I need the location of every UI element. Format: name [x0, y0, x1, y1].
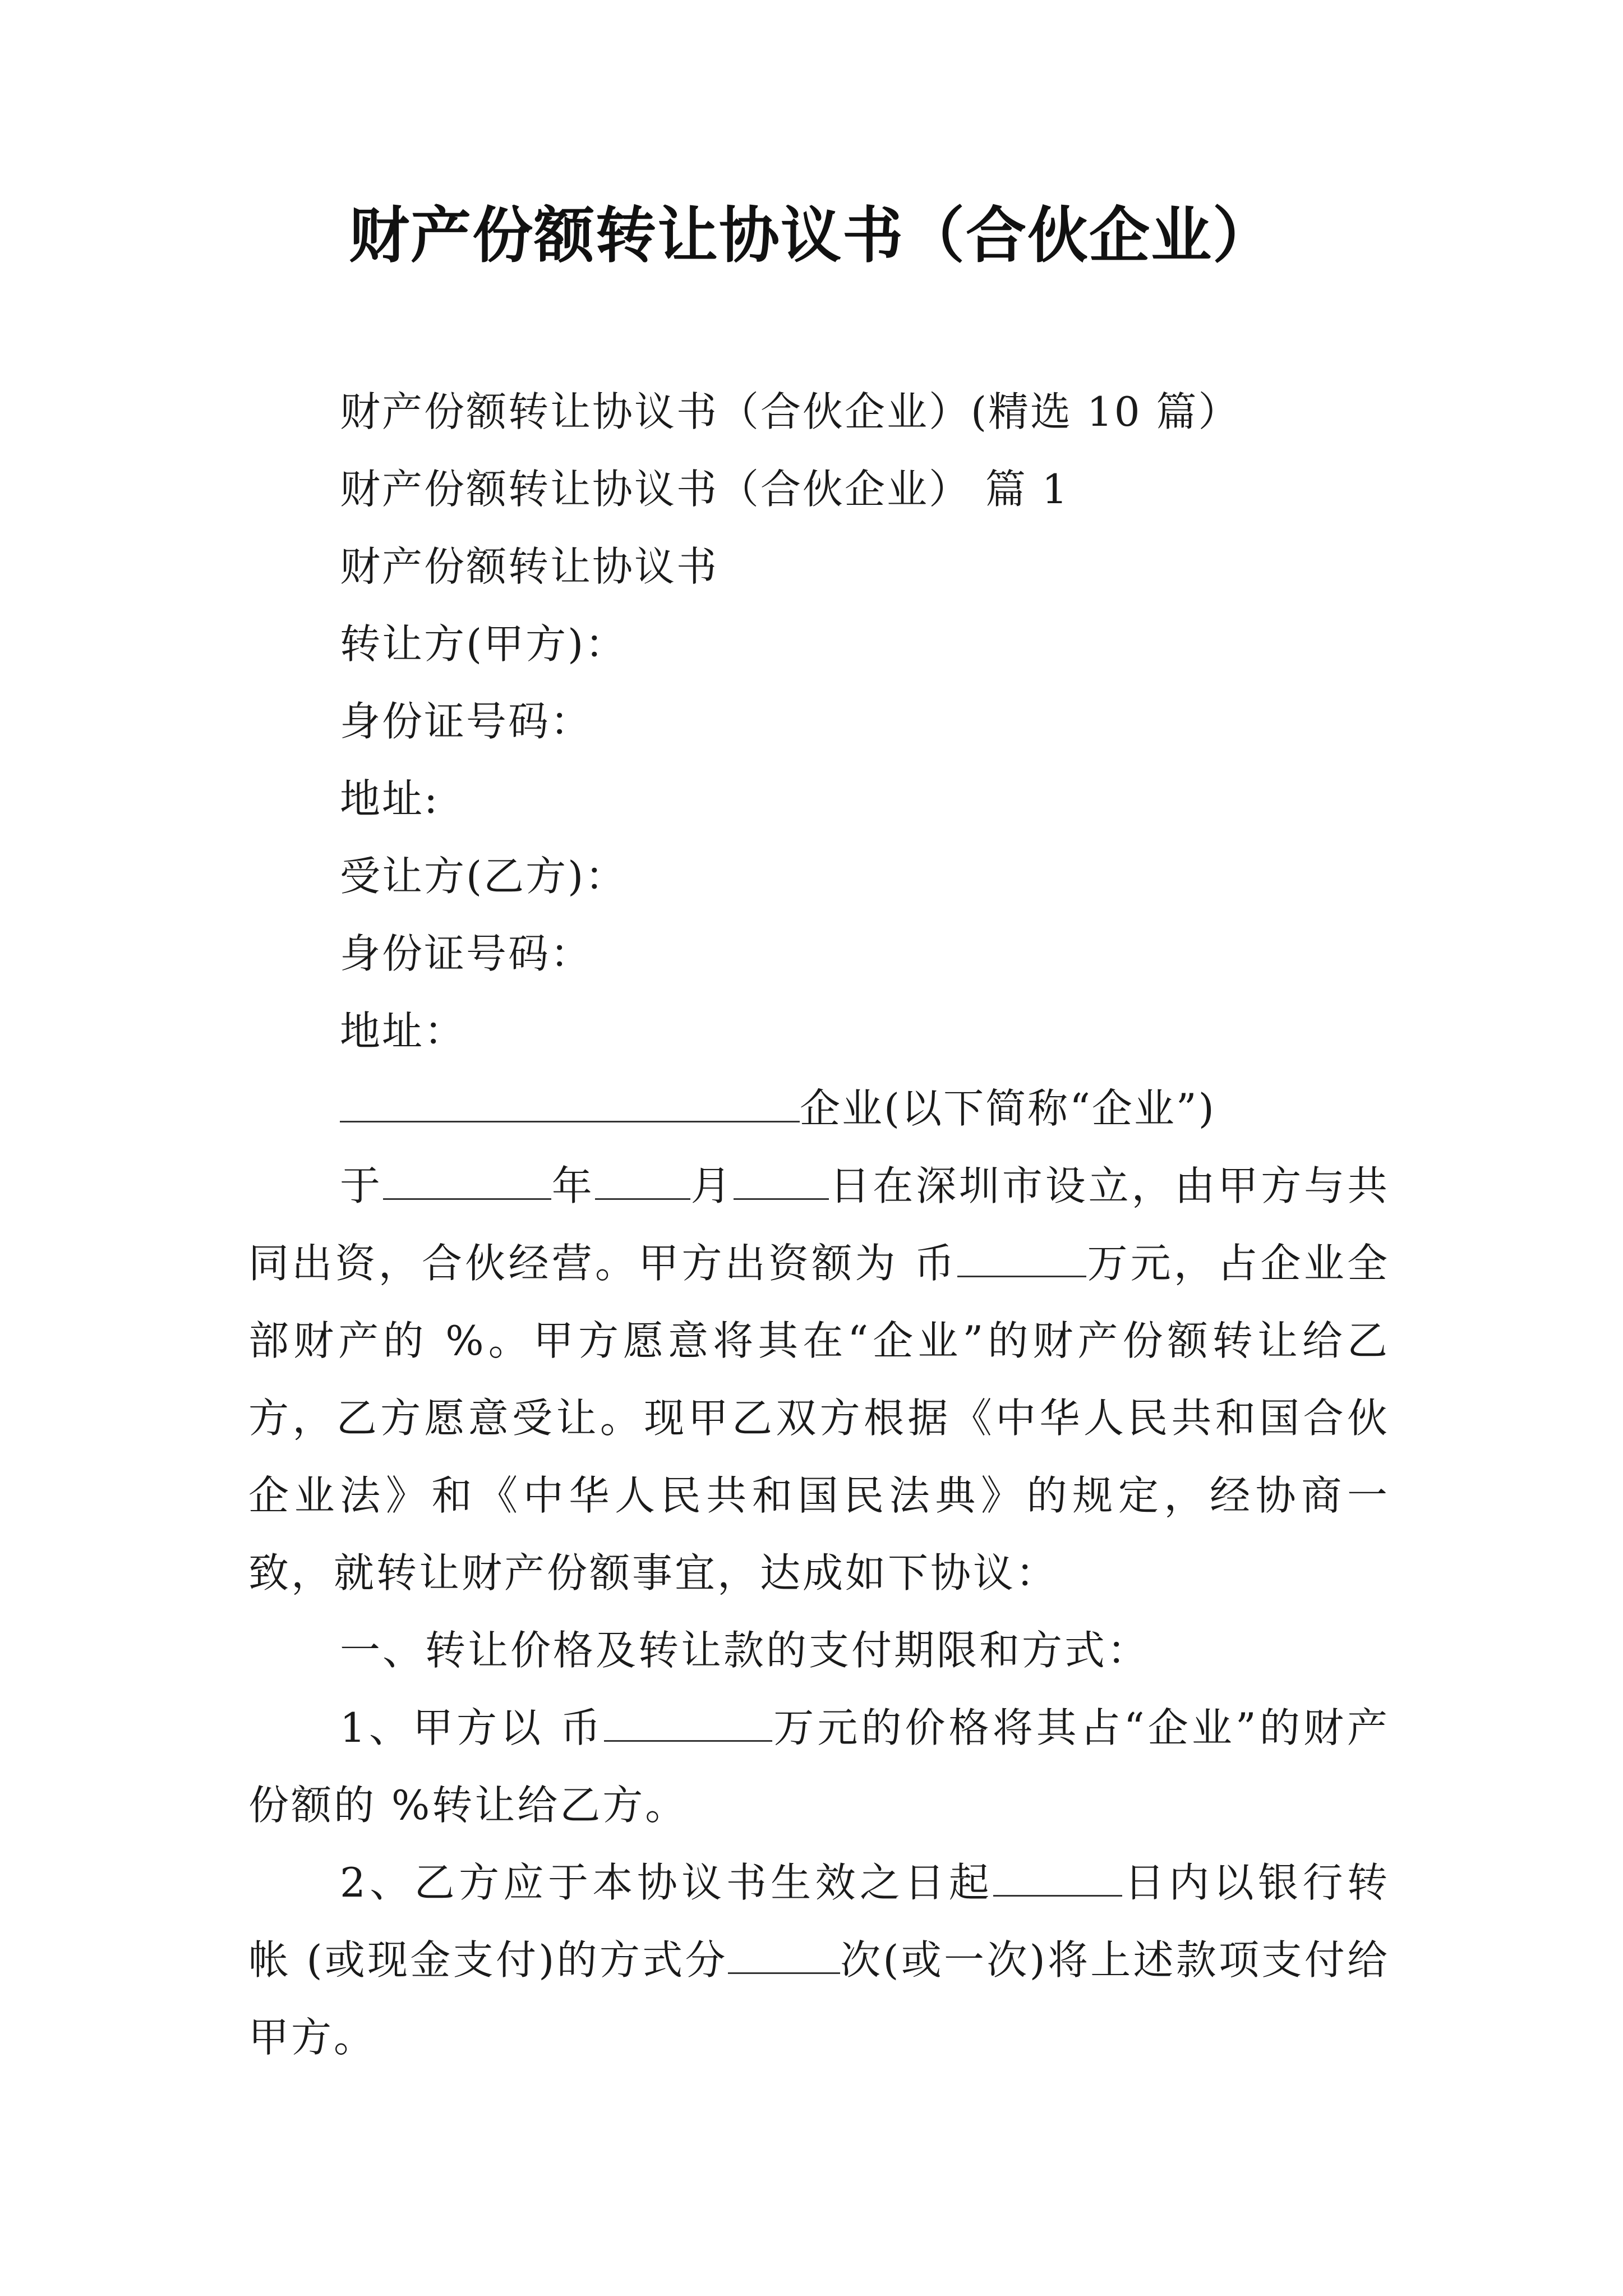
capital-amount-blank [957, 1239, 1086, 1277]
field-transferee-label: 受让方(乙方)： [340, 853, 628, 900]
establish-text-2: 年 [551, 1162, 595, 1209]
establish-text-1: 于 [340, 1162, 383, 1209]
payment-days-blank [993, 1858, 1122, 1897]
item-2-text-2: 日内以银行转帐 (或现金支付)的方式分 [248, 1859, 1390, 1984]
field-transferor-address-label: 地址: [340, 775, 440, 822]
item-2-paragraph [248, 1844, 1390, 2076]
year-blank [383, 1161, 551, 1200]
day-blank [734, 1161, 829, 1200]
field-transferee-id-label: 身份证号码： [340, 930, 593, 977]
header-line-agreement-name: 财产份额转让协议书 [340, 543, 719, 590]
item-1-text-1: 1、甲方以 币 [340, 1704, 605, 1751]
company-name-suffix: 企业(以下简称“企业”) [800, 1085, 1216, 1132]
item-2-text-1: 2、乙方应于本协议书生效之日起 [340, 1859, 994, 1906]
field-transferee-address-label: 地址： [340, 1007, 467, 1055]
field-transferor-id-label: 身份证号码： [340, 698, 593, 745]
item-1-paragraph [248, 1689, 1390, 1844]
item-2-text-3: 次(或一次)将上述款项支付给甲方。 [248, 1936, 1390, 2061]
header-line-collection-title: 财产份额转让协议书（合伙企业）(精选 10 篇） [340, 388, 1241, 435]
field-transferor-label: 转让方(甲方)： [340, 620, 628, 668]
establishment-paragraph [248, 1147, 1390, 1612]
installments-blank [728, 1935, 840, 1974]
document-title: 财产份额转让协议书（合伙企业） [348, 200, 1274, 271]
document-body [248, 373, 1390, 2076]
month-blank [595, 1161, 690, 1200]
establish-text-4: 日在深圳市设立，由甲方与共同出资，合伙经营。甲方出资额为 币 [248, 1162, 1390, 1287]
establish-text-5: 万元，占企业全部财产的 %。甲方愿意将其在“企业”的财产份额转让给乙方，乙方愿意受让。现甲乙双方根据《中华人民共和国合伙企业法》和《中华人民共和国民法典》的规定，经协商一致，就转让财产份额事宜，达成如下协议： [248, 1240, 1390, 1596]
establish-text-3: 月 [690, 1162, 734, 1209]
item-1-text-2: 万元的价格将其占“企业”的财产份额的 %转让给乙方。 [248, 1704, 1390, 1829]
header-line-article-number: 财产份额转让协议书（合伙企业） 篇 1 [340, 466, 1069, 513]
section-1-heading: 一、转让价格及转让款的支付期限和方式： [340, 1627, 1150, 1674]
price-amount-blank [604, 1703, 772, 1742]
company-name-blank [340, 1084, 800, 1122]
company-name-line [248, 1070, 1390, 1147]
